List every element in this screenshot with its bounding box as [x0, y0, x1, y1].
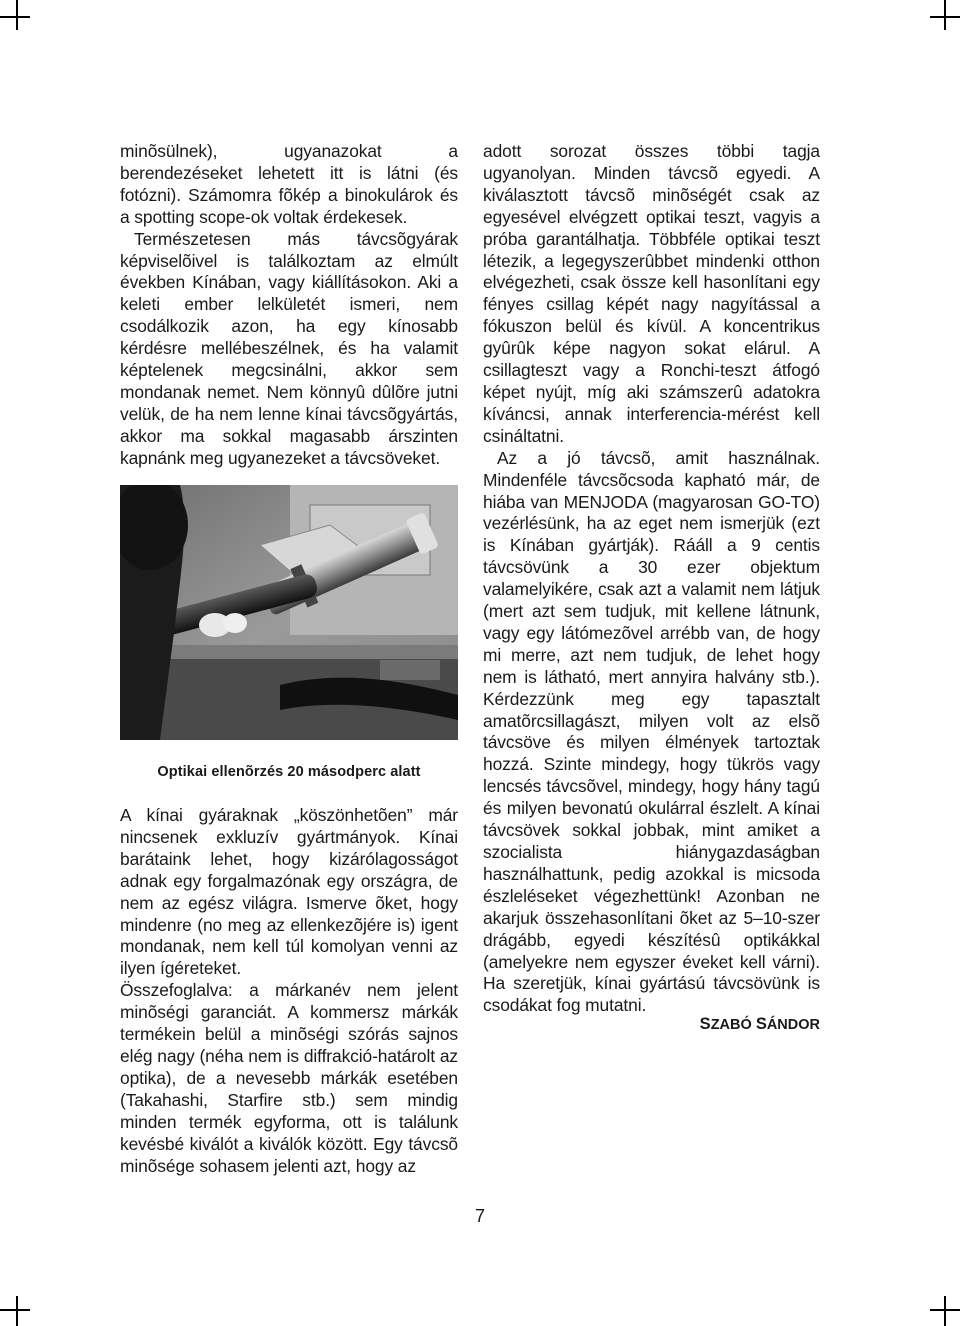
crop-mark: [0, 1309, 30, 1311]
author-first-rest: ZABÓ: [710, 1017, 752, 1033]
crop-mark: [930, 1309, 960, 1311]
left-column-bottom: [120, 805, 458, 1177]
paragraph: Az a jó távcsõ, amit használnak. Mindenféle távcsõcsoda kapható már, de hiába van MENJODA (magyarosan GO-TO) vezérlésünk, ha az eget nem ismerjük (ezt is Kínában gyártják). Rááll a 9 centis távcsövünk a 30 ezer objektum valamelyikére, csak azt a valamit nem látjuk (mert azt sem tudjuk, mit kellene látnunk, vagy egy látómezõvel arrébb van, de hogy mi merre, azt nem tudjuk, de lehet hogy nem is látható, mert annyira halvány stb.). Kérdezzünk meg egy tapasztalt amatõrcsillagászt, milyen volt az elsõ távcsöve és milyen élmények tartoztak hozzá. Szinte mindegy, hogy tükrös vagy lencsés távcsõvel, mindegy, hogy hány tagú és milyen bevonatú okulárral észlelt. A kínai távcsövek sokkal jobbak, mint amiket a szocialista hiánygazdaságban használhattunk, pedig azokkal is micsoda észleléseket végezhettünk! Azonban ne akarjuk összehasonlítani õket az 5–10-szer drágább, egyedi készítésû optikákkal (amelyekre nem egyszer éveket kell várni). Ha szeretjük, kínai gyártású távcsövünk is csodákat fog mutatni.: [483, 447, 820, 1016]
paragraph: adott sorozat összes többi tagja ugyanolyan. Minden távcsõ egyedi. A kiválasztott távcsõ minõségét csak az egyesével elvégzett optikai teszt, vagyis a próba garantálhatja. Többféle optikai teszt létezik, a legegyszerûbbet mindenki otthon elvégezheti, csak össze kell hasonlítani egy fényes csillag képét nagy nagyítással a fókuszon belül és kívül. A koncentrikus gyûrûk képe nagyon sokat elárul. A csillagteszt vagy a Ronchi-teszt átfogó képet nyújt, míg aki számszerû adatokra kíváncsi, annak interferencia-mérést kell csináltatni.: [483, 141, 820, 446]
paragraph: Összefoglalva: a márkanév nem jelent minõségi garanciát. A kommersz márkák termékein belül a minõségi szórás sajnos elég nagy (néha nem is diffrakció-határolt az optika), de a nevesebb márkák esetében (Takahashi, Starfire stb.) sem mindig minden termék egyforma, ott is találunk kevésbé kiválót a kiválók között. Egy távcsõ minõsége sohasem jelenti azt, hogy az: [120, 980, 458, 1176]
paragraph: A kínai gyáraknak „köszönhetõen” már nincsenek exkluzív gyártmányok. Kínai barátaink lehet, hogy kizárólagosságot adnak egy forgalmazónak egy országra, de nem az egész világra. Ismerve õket, hogy mindenre (no meg az ellenkezõjére is) igent mondanak, nem kell túl komolyan venni az ilyen ígéreteket.: [120, 805, 458, 979]
photo-image: [120, 485, 458, 740]
page-number: 7: [474, 1206, 485, 1226]
author-first-initial: S: [699, 1015, 711, 1033]
crop-mark: [0, 16, 30, 18]
photo-optical-inspection: [120, 485, 458, 740]
figure-caption: Optikai ellenõrzés 20 másodperc alatt: [157, 764, 421, 780]
author-signature: [483, 1015, 820, 1034]
paragraph: Természetesen más távcsõgyárak képviselõivel is találkoztam az elmúlt években Kínában, vagy kiállításokon. Aki a keleti ember lelkületét ismeri, nem csodálkozik azon, ha egy kínosabb kérdésre mellébeszélnek, és ha valamit képtelenek megcsinálni, akkor sem mondanak nemet. Nem könnyû dûlõre jutni velük, de ha nem lenne kínai távcsõgyártás, akkor ma sokkal magasabb árszinten kapnánk meg ugyanezeket a távcsöveket.: [120, 228, 458, 468]
author-last-rest: ÁNDOR: [766, 1017, 820, 1033]
crop-mark: [16, 0, 18, 30]
right-column: [483, 141, 820, 1017]
author-last-initial: S: [755, 1015, 767, 1033]
crop-mark: [944, 1296, 946, 1326]
crop-mark: [944, 0, 946, 30]
paragraph: minõsülnek), ugyanazokat a berendezéseket lehetett itt is látni (és fotózni). Számomra fõkép a binokulárok és a spotting scope-ok voltak érdekesek.: [120, 141, 458, 227]
crop-mark: [16, 1296, 18, 1326]
crop-mark: [930, 16, 960, 18]
left-column-top: [120, 141, 458, 470]
